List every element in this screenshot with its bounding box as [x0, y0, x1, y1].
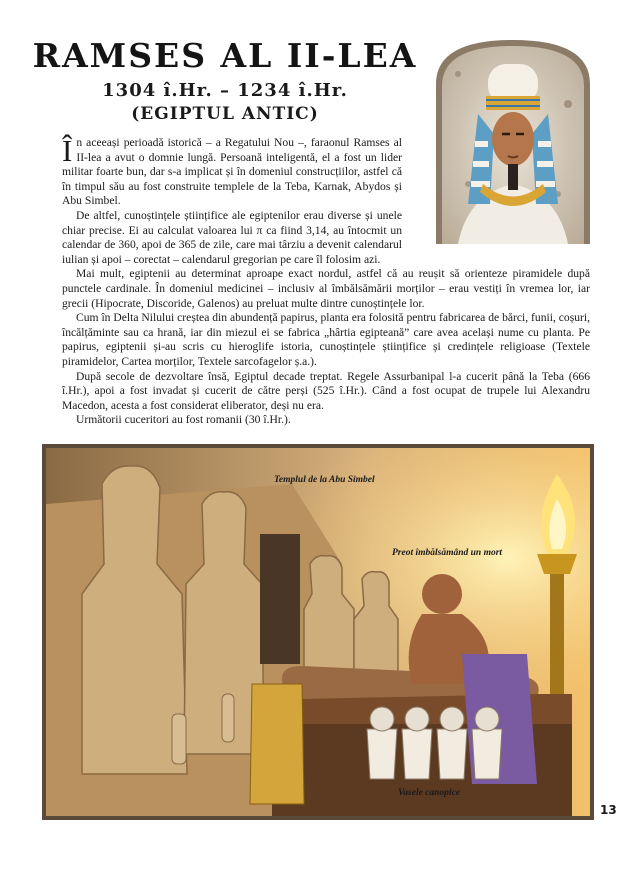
caption-temple: Templul de la Abu Simbel	[274, 475, 375, 485]
era-subtitle: (EGIPTUL ANTIC)	[131, 104, 319, 124]
paragraph-3: Mai mult, egiptenii au determinat aproape exact nordul, astfel că au reușit să orienteze piramidele după punctele cardinale. În domeniul medicinei – inclusiv al îmbălsămării morților – erau vestiți în vremea lor, iar grecii (Hipocrate, Discoride, Galenos) au preluat multe dintre cunoștințele lor.	[62, 267, 590, 310]
reign-dates: 1304 î.Hr. – 1234 î.Hr.	[102, 80, 348, 101]
article-body	[62, 133, 590, 428]
embalming-illustration	[42, 444, 594, 820]
paragraph-6: Următorii cuceritori au fost romanii (30 î.Hr.).	[76, 413, 291, 427]
caption-priest: Preot îmbălsămând un mort	[392, 548, 503, 558]
page-number: 13	[600, 803, 617, 817]
paragraph-5: După secole de dezvoltare însă, Egiptul decade treptat. Regele Assurbanipal l-a cucerit până la Teba (666 î.Hr.), apoi a fost invadat și cucerit de către perși (525 î.Hr.). Când a fost ocupat de trupele lui Alexandru Macedon, acesta a fost considerat eliberator, deși nu era.	[62, 369, 590, 412]
caption-canopic-jars: Vasele canopice	[398, 788, 461, 798]
paragraph-2: De altfel, cunoștințele științifice ale egiptenilor erau diverse și unele chiar precise. Ei au calculat valoarea lui π ca fiind 3,14, au întocmit un calendar de 360, apoi de 365 de zile, care mai târziu a devenit calendarul iulian și apoi – corectat – calendarul gregorian pe care îl folosim azi.	[62, 208, 402, 266]
paragraph-1: În aceeași perioadă istorică – a Regatului Nou –, faraonul Ramses al II-lea a avut o domnie lungă. Persoană inteligentă, el a fost un lider militar foarte bun, dar s-a implicat și în domeniul construcțiilor, astfel că în timpul său au fost construite templele de la Teba, Karnak, Abydos și Abu Simbel.	[62, 133, 402, 208]
drop-cap: Î	[62, 133, 73, 168]
paragraph-4: Cum în Delta Nilului creștea din abundență papirus, planta era folosită pentru fabricarea de bărci, funii, coșuri, încălțăminte sau ca hrană, iar din miezul ei se fabrica „hârtia egipteană” care avea același nume cu planta. Pe papirus, egiptenii și-au scris cu hieroglife istoria, cunoștințele științifice și credințele religioase (Textele piramidelor, Cartea morților, Textele sarcofagelor ș.a.).	[62, 311, 590, 368]
page-title: RAMSES AL II-LEA	[32, 36, 418, 75]
